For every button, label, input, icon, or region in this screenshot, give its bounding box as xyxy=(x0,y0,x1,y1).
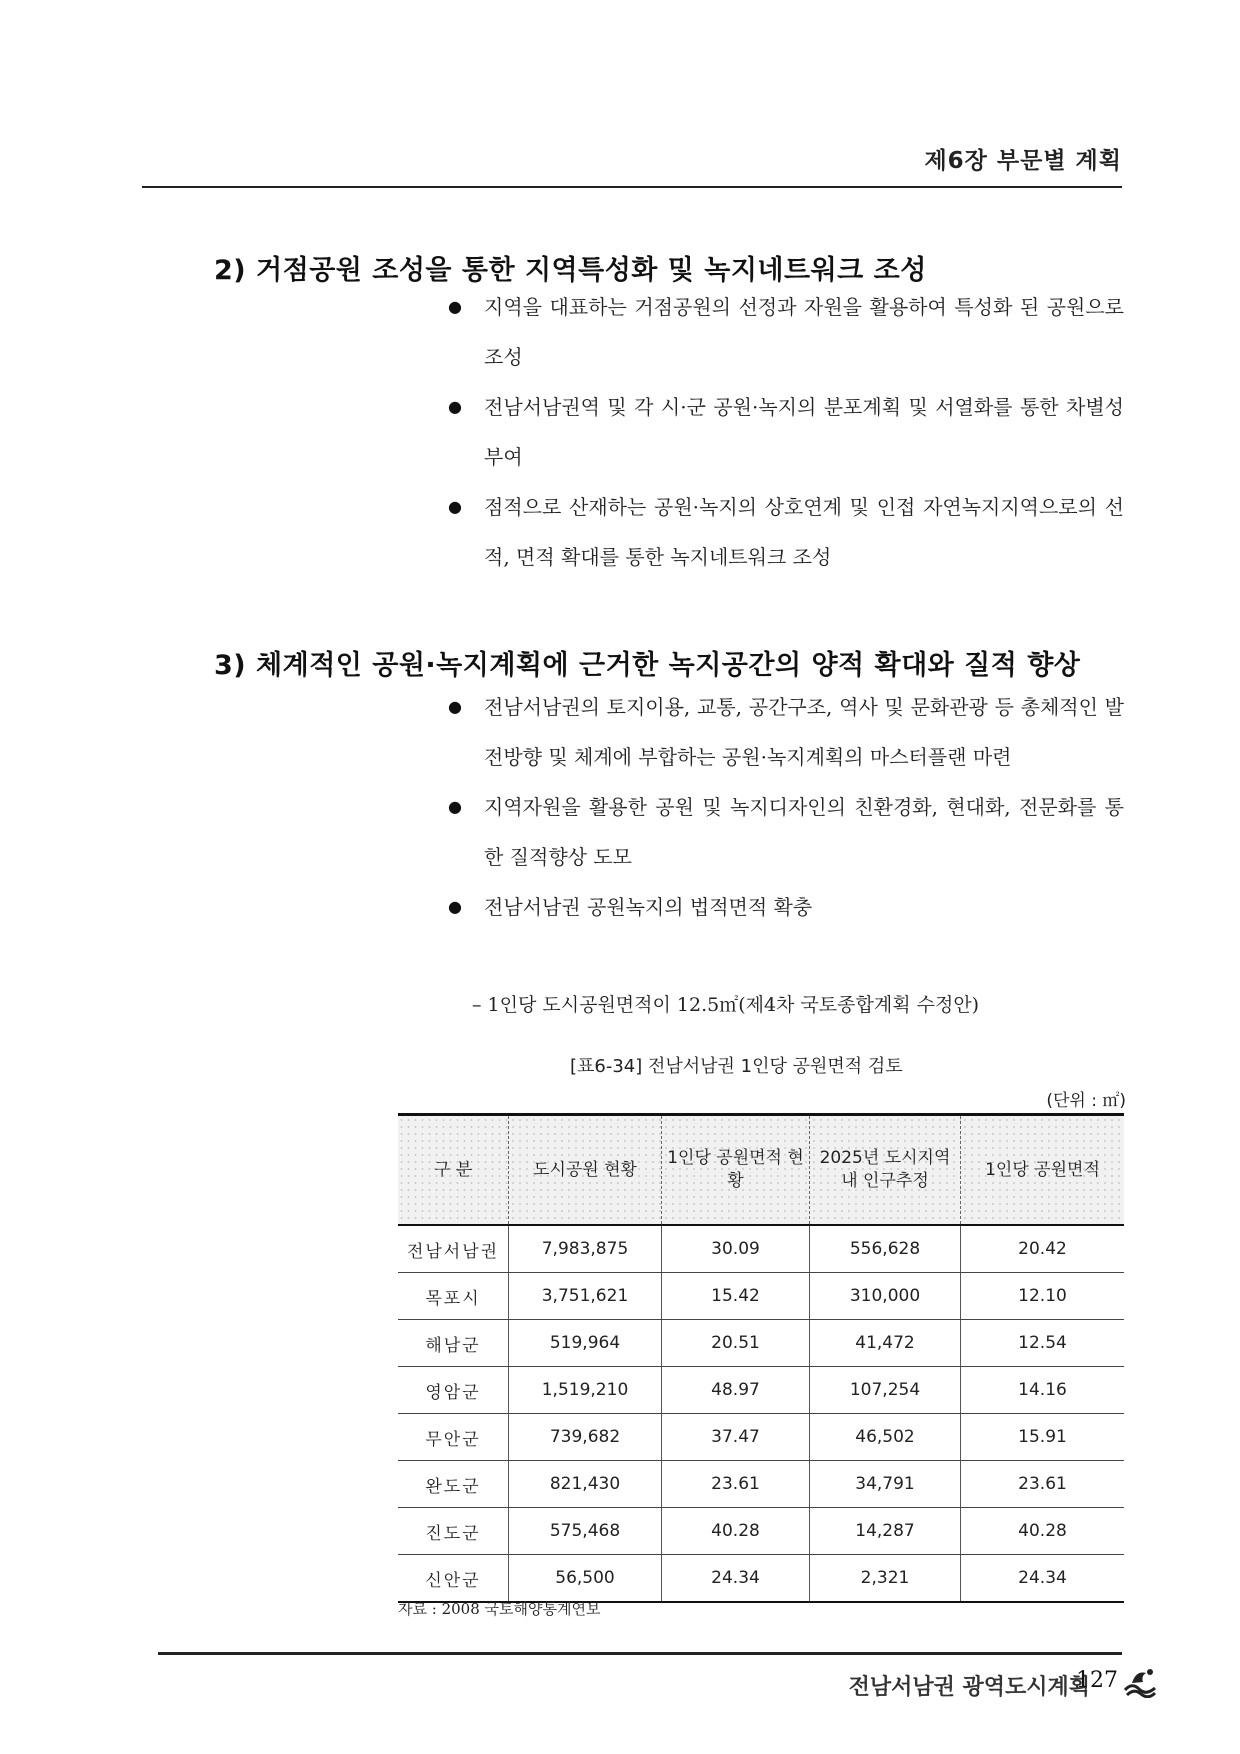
value-cell: 14.16 xyxy=(961,1367,1125,1414)
wave-logo-icon xyxy=(1122,1664,1158,1698)
bullet-item: ● 전남서남권 공원녹지의 법적면적 확충 xyxy=(448,882,1124,932)
value-cell: 48.97 xyxy=(662,1367,810,1414)
table-row xyxy=(398,1225,1124,1273)
park-area-table xyxy=(398,1113,1124,1603)
value-cell: 1,519,210 xyxy=(509,1367,662,1414)
table-source: 자료 : 2008 국토해양통계연보 xyxy=(398,1600,601,1618)
value-cell: 2,321 xyxy=(810,1555,961,1603)
bullet-item: ● 점적으로 산재하는 공원·녹지의 상호연계 및 인접 자연녹지지역으로의 선적, 면적 확대를 통한 녹지네트워크 조성 xyxy=(448,482,1124,582)
header-cell: 도시공원 현황 xyxy=(509,1115,662,1226)
region-cell: 해남군 xyxy=(398,1320,509,1367)
value-cell: 56,500 xyxy=(509,1555,662,1603)
value-cell: 15.91 xyxy=(961,1414,1125,1461)
table-row xyxy=(398,1367,1124,1414)
region-cell: 신안군 xyxy=(398,1555,509,1603)
region-cell: 무안군 xyxy=(398,1414,509,1461)
header-cell: 2025년 도시지역 내 인구추정 xyxy=(810,1115,961,1226)
value-cell: 41,472 xyxy=(810,1320,961,1367)
value-cell: 310,000 xyxy=(810,1273,961,1320)
footer-title: 전남서남권 광역도시계획 xyxy=(848,1675,1090,1700)
value-cell: 23.61 xyxy=(662,1461,810,1508)
section-3-bullets xyxy=(448,682,1124,932)
value-cell: 40.28 xyxy=(662,1508,810,1555)
value-cell: 20.42 xyxy=(961,1225,1125,1273)
footer-rule xyxy=(158,1652,1122,1655)
value-cell: 575,468 xyxy=(509,1508,662,1555)
chapter-header: 제6장 부문별 계획 xyxy=(924,148,1122,174)
table-row xyxy=(398,1461,1124,1508)
bullet-item: ● 전남서남권의 토지이용, 교통, 공간구조, 역사 및 문화관광 등 총체적인 발전방향 및 체계에 부합하는 공원·녹지계획의 마스터플랜 마련 xyxy=(448,682,1124,782)
value-cell: 7,983,875 xyxy=(509,1225,662,1273)
bullet-icon: ● xyxy=(448,497,462,516)
value-cell: 556,628 xyxy=(810,1225,961,1273)
region-cell: 진도군 xyxy=(398,1508,509,1555)
value-cell: 12.10 xyxy=(961,1273,1125,1320)
value-cell: 24.34 xyxy=(662,1555,810,1603)
value-cell: 821,430 xyxy=(509,1461,662,1508)
value-cell: 3,751,621 xyxy=(509,1273,662,1320)
value-cell: 23.61 xyxy=(961,1461,1125,1508)
table-row xyxy=(398,1508,1124,1555)
value-cell: 107,254 xyxy=(810,1367,961,1414)
header-cell: 1인당 공원면적 현황 xyxy=(662,1115,810,1226)
value-cell: 24.34 xyxy=(961,1555,1125,1603)
section-heading-2: 2) 거점공원 조성을 통한 지역특성화 및 녹지네트워크 조성 xyxy=(214,255,927,286)
value-cell: 519,964 xyxy=(509,1320,662,1367)
header-cell: 구 분 xyxy=(398,1115,509,1226)
value-cell: 46,502 xyxy=(810,1414,961,1461)
section-2-bullets xyxy=(448,282,1124,582)
table-row xyxy=(398,1555,1124,1603)
table-row xyxy=(398,1273,1124,1320)
value-cell: 30.09 xyxy=(662,1225,810,1273)
value-cell: 34,791 xyxy=(810,1461,961,1508)
header-rule xyxy=(142,186,1122,188)
bullet-icon: ● xyxy=(448,897,462,916)
region-cell: 전남서남권 xyxy=(398,1225,509,1273)
table-header-row xyxy=(398,1115,1124,1226)
value-cell: 739,682 xyxy=(509,1414,662,1461)
dash-item: – 1인당 도시공원면적이 12.5㎡(제4차 국토종합계획 수정안) xyxy=(472,994,980,1016)
bullet-item: ● 전남서남권역 및 각 시·군 공원·녹지의 분포계획 및 서열화를 통한 차별성 부여 xyxy=(448,382,1124,482)
value-cell: 12.54 xyxy=(961,1320,1125,1367)
value-cell: 40.28 xyxy=(961,1508,1125,1555)
section-heading-3: 3) 체계적인 공원·녹지계획에 근거한 녹지공간의 양적 확대와 질적 향상 xyxy=(214,650,1081,681)
bullet-item: ● 지역을 대표하는 거점공원의 선정과 자원을 활용하여 특성화 된 공원으로 조성 xyxy=(448,282,1124,382)
table-row xyxy=(398,1320,1124,1367)
region-cell: 완도군 xyxy=(398,1461,509,1508)
bullet-icon: ● xyxy=(448,297,462,316)
value-cell: 37.47 xyxy=(662,1414,810,1461)
value-cell: 15.42 xyxy=(662,1273,810,1320)
region-cell: 영암군 xyxy=(398,1367,509,1414)
region-cell: 목포시 xyxy=(398,1273,509,1320)
page-number: 127 xyxy=(1076,1668,1118,1693)
value-cell: 14,287 xyxy=(810,1508,961,1555)
bullet-icon: ● xyxy=(448,697,462,716)
table-unit: (단위 : ㎡) xyxy=(1046,1091,1126,1111)
value-cell: 20.51 xyxy=(662,1320,810,1367)
bullet-icon: ● xyxy=(448,797,462,816)
table-row xyxy=(398,1414,1124,1461)
bullet-icon: ● xyxy=(448,397,462,416)
bullet-item: ● 지역자원을 활용한 공원 및 녹지디자인의 친환경화, 현대화, 전문화를 통한 질적향상 도모 xyxy=(448,782,1124,882)
table-caption: [표6-34] 전남서남권 1인당 공원면적 검토 xyxy=(570,1056,903,1077)
header-cell: 1인당 공원면적 xyxy=(961,1115,1125,1226)
